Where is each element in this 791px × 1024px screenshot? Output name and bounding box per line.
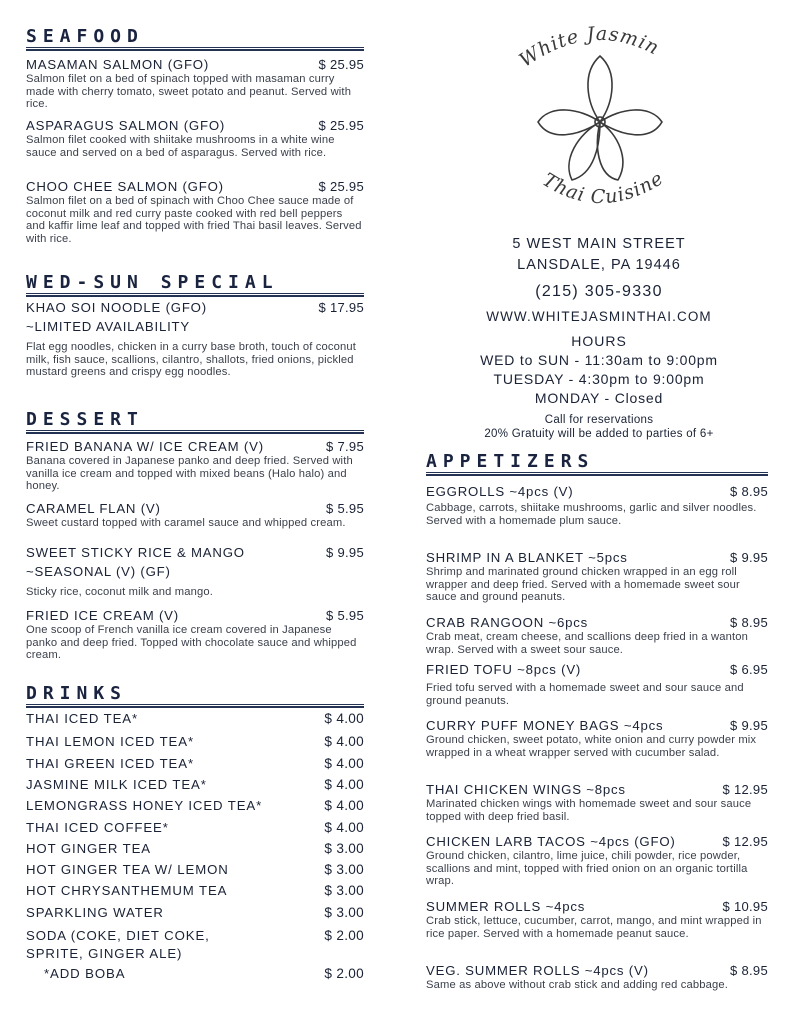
- item-price: $ 9.95: [730, 718, 768, 733]
- menu-item: [26, 545, 364, 599]
- restaurant-logo: [500, 10, 700, 230]
- menu-item: [26, 439, 364, 493]
- menu-item: [26, 57, 364, 111]
- item-name: FRIED TOFU ~8pcs (V): [426, 662, 582, 677]
- item-price: $ 12.95: [722, 782, 768, 797]
- drink-item: [26, 883, 364, 899]
- menu-item: [26, 300, 364, 379]
- item-name: CARAMEL FLAN (V): [26, 501, 161, 516]
- drinks-section-rule: [26, 704, 364, 708]
- menu-item: [426, 484, 768, 527]
- hours-title: HOURS: [571, 333, 627, 349]
- jasmine-flower-icon: [500, 10, 700, 230]
- special-section-rule: [26, 293, 364, 297]
- drink-price: $ 4.00: [324, 756, 364, 771]
- svg-text:White Jasmin: [515, 23, 663, 72]
- menu-item: [426, 963, 768, 992]
- item-price: $ 10.95: [722, 899, 768, 914]
- appetizers-section-title: APPETIZERS: [426, 451, 595, 472]
- drink-price: $ 4.00: [324, 711, 364, 726]
- drink-item: [26, 862, 364, 878]
- menu-item: [426, 782, 768, 823]
- item-price: $ 8.95: [730, 615, 768, 630]
- item-name: CHOO CHEE SALMON (GFO): [26, 179, 224, 194]
- reservation-note: Call for reservations: [544, 414, 654, 426]
- item-name: THAI CHICKEN WINGS ~8pcs: [426, 782, 626, 797]
- item-price: $ 25.95: [318, 179, 364, 194]
- item-description: Sweet custard topped with caramel sauce and whipped cream.: [26, 517, 346, 529]
- item-name: SUMMER ROLLS ~4pcs: [426, 899, 586, 914]
- item-price: $ 9.95: [730, 550, 768, 565]
- item-description: Salmon filet cooked with shiitake mushrooms in a white wine sauce and served on a bed of asparagus. Served with rice.: [26, 134, 335, 159]
- menu-item: [426, 662, 768, 707]
- phone-number: (215) 305-9330: [535, 283, 663, 300]
- item-subname: ~SEASONAL (V) (GF): [26, 564, 171, 579]
- drink-name: HOT CHRYSANTHEMUM TEA: [26, 883, 228, 898]
- item-name: SHRIMP IN A BLANKET ~5pcs: [426, 550, 628, 565]
- address-line1: 5 WEST MAIN STREET: [512, 236, 686, 252]
- item-price: $ 12.95: [722, 834, 768, 849]
- item-name: VEG. SUMMER ROLLS ~4pcs (V): [426, 963, 649, 978]
- item-name: FRIED ICE CREAM (V): [26, 608, 179, 623]
- item-description: Ground chicken, sweet potato, white onion and curry powder mix wrapped in a wheat wrapper served with cucumber salad.: [426, 734, 757, 759]
- drink-item: [26, 966, 364, 982]
- drink-name: SPARKLING WATER: [26, 905, 164, 920]
- drink-price: $ 3.00: [324, 862, 364, 877]
- contact-info: [430, 236, 768, 446]
- drink-item: [26, 777, 364, 793]
- item-price: $ 25.95: [318, 118, 364, 133]
- drink-item: [26, 711, 364, 727]
- drink-name: THAI ICED TEA*: [26, 711, 139, 726]
- item-name: ASPARAGUS SALMON (GFO): [26, 118, 226, 133]
- item-name: FRIED BANANA W/ ICE CREAM (V): [26, 439, 264, 454]
- item-price: $ 8.95: [730, 963, 768, 978]
- menu-item: [426, 899, 768, 940]
- item-description: Fried tofu served with a homemade sweet and sour sauce and ground peanuts.: [426, 682, 744, 707]
- menu-item: [426, 615, 768, 656]
- item-description: Crab meat, cream cheese, and scallions deep fried in a wanton wrap. Served with a sweet sour sauce.: [426, 631, 748, 656]
- logo-text-top: White Jasmin: [515, 22, 663, 72]
- drink-item: [26, 756, 364, 772]
- item-price: $ 5.95: [326, 501, 364, 516]
- item-name: EGGROLLS ~4pcs (V): [426, 484, 574, 499]
- item-name: CHICKEN LARB TACOS ~4pcs (GFO): [426, 834, 676, 849]
- item-price: $ 25.95: [318, 57, 364, 72]
- item-description: Flat egg noodles, chicken in a curry base broth, touch of coconut milk, fish sauce, scallions, cilantro, shallots, fried onions, pickled mustard greens and crispy egg noodles.: [26, 341, 357, 379]
- drink-price: $ 3.00: [324, 883, 364, 898]
- drink-price: $ 2.00: [324, 928, 364, 943]
- item-name: SWEET STICKY RICE & MANGO: [26, 545, 245, 560]
- dessert-section-rule: [26, 430, 364, 434]
- item-description: Cabbage, carrots, shiitake mushrooms, garlic and silver noodles. Served with a homemade plum sauce.: [426, 502, 757, 527]
- drink-price: $ 3.00: [324, 841, 364, 856]
- seafood-section-title: SEAFOOD: [26, 26, 144, 47]
- item-price: $ 9.95: [326, 545, 364, 560]
- special-section-title: WED-SUN SPECIAL: [26, 272, 279, 293]
- item-description: Shrimp and marinated ground chicken wrapped in an egg roll wrapper and deep fried. Served with a homemade sweet sour sauce and ground peanuts.: [426, 566, 740, 604]
- gratuity-note: 20% Gratuity will be added to parties of 6+: [484, 428, 714, 440]
- drink-name: HOT GINGER TEA: [26, 841, 151, 856]
- appetizers-section-rule: [426, 472, 768, 476]
- item-subname: ~LIMITED AVAILABILITY: [26, 319, 190, 334]
- item-price: $ 8.95: [730, 484, 768, 499]
- dessert-section-title: DESSERT: [26, 409, 144, 430]
- hours-line: WED to SUN - 11:30am to 9:00pm: [480, 352, 718, 368]
- menu-item: [26, 118, 364, 159]
- drink-item: [26, 905, 364, 921]
- drink-name: THAI GREEN ICED TEA*: [26, 756, 194, 771]
- menu-item: [426, 550, 768, 604]
- drink-name: JASMINE MILK ICED TEA*: [26, 777, 207, 792]
- menu-item: [26, 501, 364, 530]
- menu-item: [426, 834, 768, 888]
- drink-name: SPRITE, GINGER ALE): [26, 946, 183, 961]
- drink-item: [26, 841, 364, 857]
- menu-item: [26, 179, 364, 245]
- drink-item: [26, 928, 364, 944]
- drink-name: THAI LEMON ICED TEA*: [26, 734, 194, 749]
- drink-name: LEMONGRASS HONEY ICED TEA*: [26, 798, 263, 813]
- drink-item: [26, 820, 364, 836]
- logo-text-bottom: Thai Cuisine: [538, 167, 668, 209]
- item-price: $ 6.95: [730, 662, 768, 677]
- drink-item: [26, 798, 364, 814]
- seafood-section-rule: [26, 47, 364, 51]
- drink-name: THAI ICED COFFEE*: [26, 820, 169, 835]
- drink-name: *ADD BOBA: [44, 966, 126, 981]
- drink-price: $ 4.00: [324, 798, 364, 813]
- item-description: Crab stick, lettuce, cucumber, carrot, mango, and mint wrapped in rice paper. Served with a homemade peanut sauce.: [426, 915, 762, 940]
- item-description: Ground chicken, cilantro, lime juice, chili powder, rice powder, scallions and mint, topped with fried onion on an organic tortilla wrap.: [426, 850, 748, 888]
- item-description: Salmon filet on a bed of spinach with Choo Chee sauce made of coconut milk and red curry paste cooked with red bell peppers and kaffir lime leaf and topped with fried Thai basil leaves. Served with rice.: [26, 195, 362, 245]
- item-description: Sticky rice, coconut milk and mango.: [26, 586, 213, 598]
- item-price: $ 17.95: [318, 300, 364, 315]
- item-name: CRAB RANGOON ~6pcs: [426, 615, 589, 630]
- drink-price: $ 4.00: [324, 777, 364, 792]
- hours-line: TUESDAY - 4:30pm to 9:00pm: [493, 371, 705, 387]
- drink-price: $ 4.00: [324, 820, 364, 835]
- item-description: Marinated chicken wings with homemade sweet and sour sauce topped with deep fried basil.: [426, 798, 752, 823]
- item-name: KHAO SOI NOODLE (GFO): [26, 300, 207, 315]
- drink-price: $ 2.00: [324, 966, 364, 981]
- website-link[interactable]: WWW.WHITEJASMINTHAI.COM: [486, 309, 712, 324]
- drinks-section-title: DRINKS: [26, 683, 128, 704]
- menu-item: [426, 718, 768, 759]
- drink-price: $ 3.00: [324, 905, 364, 920]
- item-description: Same as above without crab stick and adding red cabbage.: [426, 979, 728, 991]
- drink-name: HOT GINGER TEA W/ LEMON: [26, 862, 229, 877]
- item-name: CURRY PUFF MONEY BAGS ~4pcs: [426, 718, 664, 733]
- item-price: $ 7.95: [326, 439, 364, 454]
- menu-item: [26, 608, 364, 662]
- item-description: Banana covered in Japanese panko and deep fried. Served with vanilla ice cream and topped with mixed beans (Halo halo) and honey.: [26, 455, 353, 493]
- item-price: $ 5.95: [326, 608, 364, 623]
- drink-price: $ 4.00: [324, 734, 364, 749]
- drink-item-continued: [26, 946, 364, 962]
- item-description: Salmon filet on a bed of spinach topped with masaman curry made with cherry tomato, sweet potato and peanut. Served with rice.: [26, 73, 352, 111]
- item-name: MASAMAN SALMON (GFO): [26, 57, 210, 72]
- hours-line: MONDAY - Closed: [534, 390, 664, 406]
- drink-item: [26, 734, 364, 750]
- address-line2: LANSDALE, PA 19446: [517, 257, 681, 273]
- svg-text:Thai Cuisine: [539, 167, 668, 208]
- drink-name: SODA (COKE, DIET COKE,: [26, 928, 210, 943]
- item-description: One scoop of French vanilla ice cream covered in Japanese panko and deep fried. Topped with chocolate sauce and whipped cream.: [26, 624, 357, 662]
